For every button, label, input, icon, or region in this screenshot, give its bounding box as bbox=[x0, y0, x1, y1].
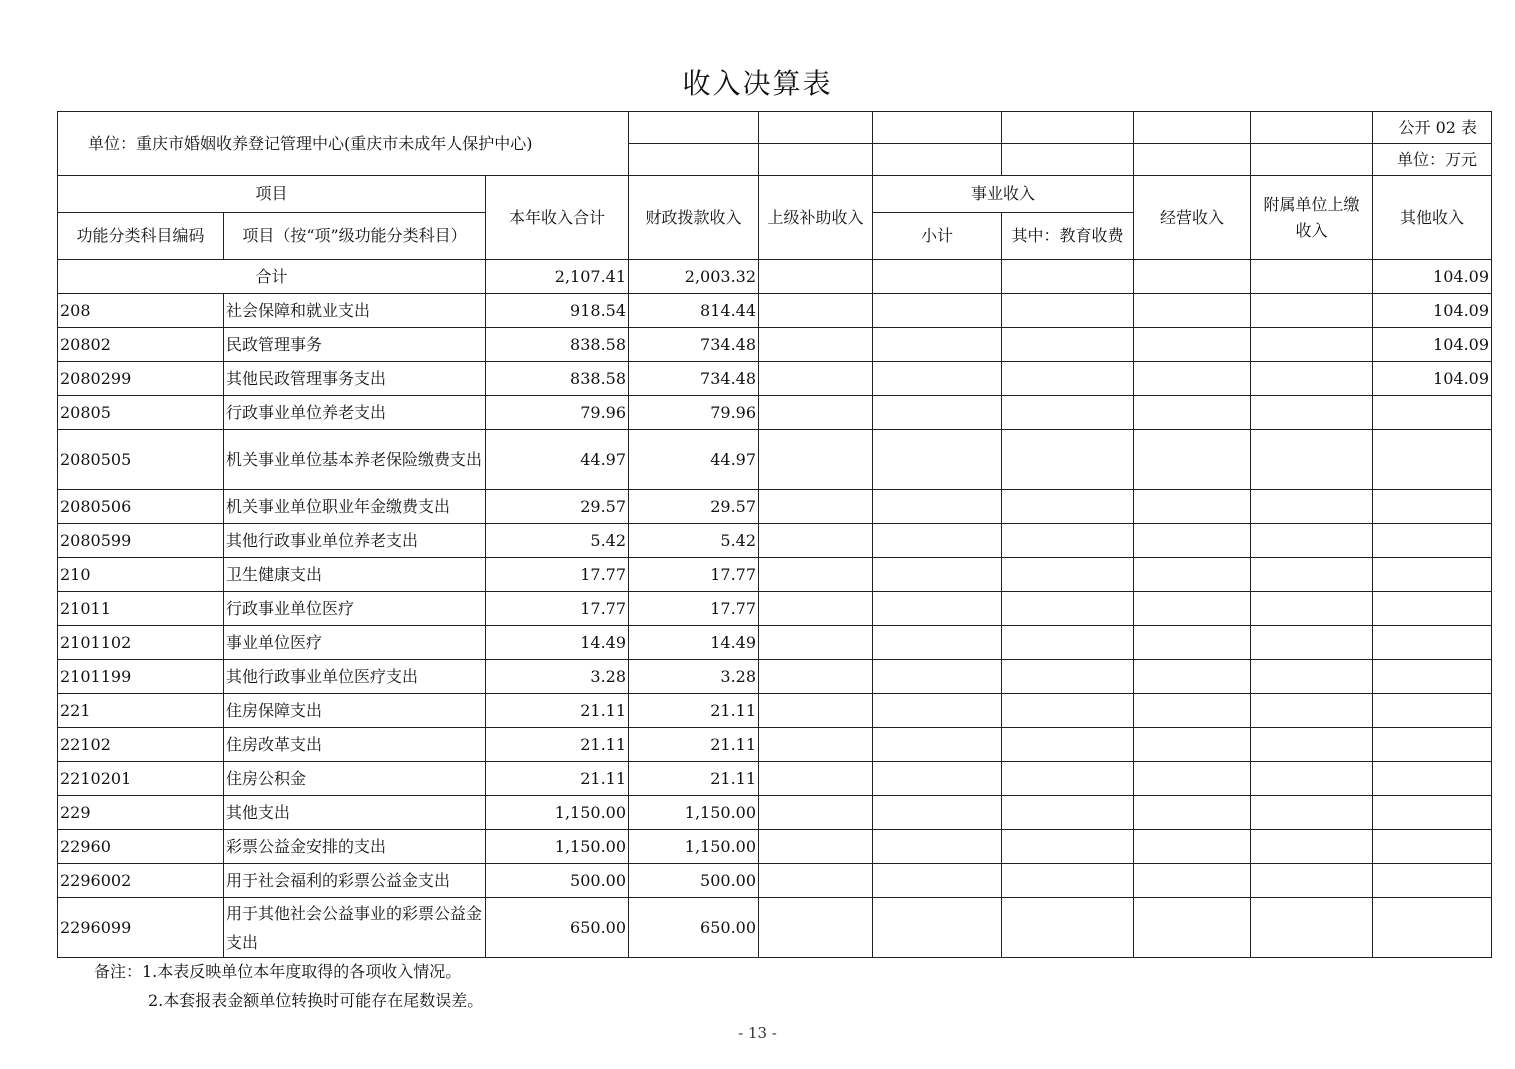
blank-cell bbox=[1134, 626, 1251, 660]
row-name: 彩票公益金安排的支出 bbox=[224, 830, 486, 864]
blank-cell bbox=[759, 626, 873, 660]
blank-cell bbox=[873, 626, 1002, 660]
blank-cell bbox=[629, 112, 759, 144]
blank-cell bbox=[1134, 694, 1251, 728]
row-name: 社会保障和就业支出 bbox=[224, 294, 486, 328]
blank-cell bbox=[1251, 490, 1373, 524]
blank-cell bbox=[759, 660, 873, 694]
blank-cell bbox=[1251, 328, 1373, 362]
row-total: 1,150.00 bbox=[486, 830, 629, 864]
row-code: 2080299 bbox=[58, 362, 224, 396]
row-other bbox=[1373, 626, 1492, 660]
row-code: 22960 bbox=[58, 830, 224, 864]
header-code: 功能分类科目编码 bbox=[58, 213, 224, 260]
row-code: 2101102 bbox=[58, 626, 224, 660]
table-row bbox=[58, 592, 1492, 626]
blank-cell bbox=[1251, 660, 1373, 694]
blank-cell bbox=[1251, 396, 1373, 430]
blank-cell bbox=[1002, 430, 1134, 490]
form-number: 公开 02 表 bbox=[1373, 112, 1492, 144]
blank-cell bbox=[1251, 558, 1373, 592]
row-code: 2080505 bbox=[58, 430, 224, 490]
blank-cell bbox=[873, 396, 1002, 430]
table-row bbox=[58, 558, 1492, 592]
blank-cell bbox=[1134, 328, 1251, 362]
header-business: 事业收入 bbox=[873, 176, 1134, 213]
note-line-2: 2.本套报表金额单位转换时可能存在尾数误差。 bbox=[148, 991, 484, 1010]
blank-cell bbox=[1251, 830, 1373, 864]
row-fiscal: 17.77 bbox=[629, 558, 759, 592]
blank-cell bbox=[759, 490, 873, 524]
total-other: 104.09 bbox=[1373, 260, 1492, 294]
row-name: 其他行政事业单位医疗支出 bbox=[224, 660, 486, 694]
row-other bbox=[1373, 660, 1492, 694]
row-total: 21.11 bbox=[486, 694, 629, 728]
blank-cell bbox=[1002, 328, 1134, 362]
row-other bbox=[1373, 762, 1492, 796]
blank-cell bbox=[1251, 626, 1373, 660]
blank-cell bbox=[759, 362, 873, 396]
blank-cell bbox=[1002, 558, 1134, 592]
table-row bbox=[58, 694, 1492, 728]
page-number: - 13 - bbox=[738, 1024, 777, 1042]
income-table bbox=[57, 111, 1492, 958]
header-total: 本年收入合计 bbox=[486, 176, 629, 260]
blank-cell bbox=[759, 260, 873, 294]
blank-cell bbox=[1251, 898, 1373, 958]
blank-cell bbox=[873, 864, 1002, 898]
table-row bbox=[58, 396, 1492, 430]
blank-cell bbox=[873, 362, 1002, 396]
row-other bbox=[1373, 524, 1492, 558]
row-total: 29.57 bbox=[486, 490, 629, 524]
blank-cell bbox=[1134, 430, 1251, 490]
row-code: 20805 bbox=[58, 396, 224, 430]
header-fiscal: 财政拨款收入 bbox=[629, 176, 759, 260]
row-name: 机关事业单位职业年金缴费支出 bbox=[224, 490, 486, 524]
blank-cell bbox=[1002, 294, 1134, 328]
table-row bbox=[58, 626, 1492, 660]
row-name: 行政事业单位养老支出 bbox=[224, 396, 486, 430]
header-other: 其他收入 bbox=[1373, 176, 1492, 260]
blank-cell bbox=[1251, 592, 1373, 626]
row-fiscal: 21.11 bbox=[629, 694, 759, 728]
row-fiscal: 500.00 bbox=[629, 864, 759, 898]
table-row bbox=[58, 362, 1492, 396]
blank-cell bbox=[1002, 490, 1134, 524]
blank-cell bbox=[1134, 524, 1251, 558]
blank-cell bbox=[759, 728, 873, 762]
row-fiscal: 1,150.00 bbox=[629, 830, 759, 864]
row-other bbox=[1373, 592, 1492, 626]
blank-cell bbox=[873, 592, 1002, 626]
blank-cell bbox=[873, 796, 1002, 830]
blank-cell bbox=[873, 728, 1002, 762]
header-superior: 上级补助收入 bbox=[759, 176, 873, 260]
blank-cell bbox=[759, 524, 873, 558]
row-total: 650.00 bbox=[486, 898, 629, 958]
row-name: 机关事业单位基本养老保险缴费支出 bbox=[224, 430, 486, 490]
blank-cell bbox=[1251, 524, 1373, 558]
blank-cell bbox=[759, 430, 873, 490]
row-fiscal: 650.00 bbox=[629, 898, 759, 958]
blank-cell bbox=[1134, 558, 1251, 592]
row-name: 住房保障支出 bbox=[224, 694, 486, 728]
header-subtotal: 小计 bbox=[873, 213, 1002, 260]
row-code: 2080506 bbox=[58, 490, 224, 524]
total-total: 2,107.41 bbox=[486, 260, 629, 294]
blank-cell bbox=[759, 898, 873, 958]
table-row bbox=[58, 328, 1492, 362]
row-code: 20802 bbox=[58, 328, 224, 362]
blank-cell bbox=[1134, 864, 1251, 898]
row-total: 500.00 bbox=[486, 864, 629, 898]
blank-cell bbox=[873, 762, 1002, 796]
notes bbox=[94, 957, 483, 1015]
row-total: 918.54 bbox=[486, 294, 629, 328]
blank-cell bbox=[1002, 762, 1134, 796]
row-name: 住房改革支出 bbox=[224, 728, 486, 762]
blank-cell bbox=[1002, 864, 1134, 898]
blank-cell bbox=[1251, 294, 1373, 328]
blank-cell bbox=[1134, 362, 1251, 396]
blank-cell bbox=[1002, 362, 1134, 396]
row-name: 其他民政管理事务支出 bbox=[224, 362, 486, 396]
blank-cell bbox=[1134, 112, 1251, 144]
blank-cell bbox=[759, 762, 873, 796]
header-xiangmu: 项目 bbox=[58, 176, 486, 213]
row-code: 221 bbox=[58, 694, 224, 728]
blank-cell bbox=[759, 558, 873, 592]
table-row bbox=[58, 830, 1492, 864]
row-name: 民政管理事务 bbox=[224, 328, 486, 362]
row-total: 14.49 bbox=[486, 626, 629, 660]
blank-cell bbox=[1251, 362, 1373, 396]
row-other bbox=[1373, 490, 1492, 524]
row-code: 21011 bbox=[58, 592, 224, 626]
blank-cell bbox=[1002, 396, 1134, 430]
unit-label: 单位：重庆市婚姻收养登记管理中心(重庆市未成年人保护中心) bbox=[58, 112, 629, 176]
blank-cell bbox=[1002, 112, 1134, 144]
blank-cell bbox=[1251, 112, 1373, 144]
note-line-1: 备注：1.本表反映单位本年度取得的各项收入情况。 bbox=[94, 962, 462, 981]
blank-cell bbox=[1134, 762, 1251, 796]
blank-cell bbox=[1002, 694, 1134, 728]
blank-cell bbox=[873, 430, 1002, 490]
blank-cell bbox=[873, 694, 1002, 728]
total-fiscal: 2,003.32 bbox=[629, 260, 759, 294]
blank-cell bbox=[1002, 830, 1134, 864]
blank-cell bbox=[1002, 144, 1134, 176]
row-name: 事业单位医疗 bbox=[224, 626, 486, 660]
blank-cell bbox=[1134, 898, 1251, 958]
blank-cell bbox=[1134, 294, 1251, 328]
row-total: 838.58 bbox=[486, 362, 629, 396]
blank-cell bbox=[759, 796, 873, 830]
row-other bbox=[1373, 830, 1492, 864]
blank-cell bbox=[1251, 144, 1373, 176]
row-code: 2296002 bbox=[58, 864, 224, 898]
row-code: 208 bbox=[58, 294, 224, 328]
row-fiscal: 14.49 bbox=[629, 626, 759, 660]
table-body bbox=[58, 294, 1492, 958]
row-total: 1,150.00 bbox=[486, 796, 629, 830]
blank-cell bbox=[759, 144, 873, 176]
row-code: 2080599 bbox=[58, 524, 224, 558]
row-code: 229 bbox=[58, 796, 224, 830]
row-total: 21.11 bbox=[486, 762, 629, 796]
blank-cell bbox=[1134, 830, 1251, 864]
blank-cell bbox=[759, 294, 873, 328]
row-name: 卫生健康支出 bbox=[224, 558, 486, 592]
row-other bbox=[1373, 864, 1492, 898]
blank-cell bbox=[759, 830, 873, 864]
row-name: 用于社会福利的彩票公益金支出 bbox=[224, 864, 486, 898]
row-fiscal: 44.97 bbox=[629, 430, 759, 490]
blank-cell bbox=[1251, 260, 1373, 294]
blank-cell bbox=[1002, 660, 1134, 694]
blank-cell bbox=[1002, 728, 1134, 762]
blank-cell bbox=[1251, 796, 1373, 830]
blank-cell bbox=[759, 864, 873, 898]
blank-cell bbox=[1251, 694, 1373, 728]
blank-cell bbox=[1002, 796, 1134, 830]
row-other bbox=[1373, 796, 1492, 830]
row-other bbox=[1373, 694, 1492, 728]
blank-cell bbox=[629, 144, 759, 176]
row-name: 用于其他社会公益事业的彩票公益金支出 bbox=[224, 898, 486, 958]
row-total: 838.58 bbox=[486, 328, 629, 362]
blank-cell bbox=[759, 328, 873, 362]
blank-cell bbox=[873, 294, 1002, 328]
row-fiscal: 79.96 bbox=[629, 396, 759, 430]
blank-cell bbox=[759, 396, 873, 430]
header-education: 其中：教育收费 bbox=[1002, 213, 1134, 260]
total-label: 合计 bbox=[58, 260, 486, 294]
blank-cell bbox=[1002, 592, 1134, 626]
table-row bbox=[58, 490, 1492, 524]
row-total: 17.77 bbox=[486, 592, 629, 626]
table-row bbox=[58, 796, 1492, 830]
table-row bbox=[58, 762, 1492, 796]
row-other bbox=[1373, 898, 1492, 958]
row-other bbox=[1373, 558, 1492, 592]
row-fiscal: 21.11 bbox=[629, 728, 759, 762]
row-other bbox=[1373, 396, 1492, 430]
table-row bbox=[58, 294, 1492, 328]
table-row bbox=[58, 430, 1492, 490]
blank-cell bbox=[1134, 144, 1251, 176]
blank-cell bbox=[873, 830, 1002, 864]
blank-cell bbox=[1134, 796, 1251, 830]
blank-cell bbox=[873, 524, 1002, 558]
table-row bbox=[58, 864, 1492, 898]
blank-cell bbox=[1251, 430, 1373, 490]
amount-unit: 单位：万元 bbox=[1373, 144, 1492, 176]
blank-cell bbox=[1002, 898, 1134, 958]
row-fiscal: 734.48 bbox=[629, 328, 759, 362]
row-total: 5.42 bbox=[486, 524, 629, 558]
row-fiscal: 5.42 bbox=[629, 524, 759, 558]
blank-cell bbox=[1251, 762, 1373, 796]
blank-cell bbox=[1251, 864, 1373, 898]
row-code: 22102 bbox=[58, 728, 224, 762]
blank-cell bbox=[873, 328, 1002, 362]
blank-cell bbox=[759, 592, 873, 626]
row-name: 行政事业单位医疗 bbox=[224, 592, 486, 626]
row-code: 2101199 bbox=[58, 660, 224, 694]
header-name: 项目（按“项”级功能分类科目） bbox=[224, 213, 486, 260]
header-operating: 经营收入 bbox=[1134, 176, 1251, 260]
blank-cell bbox=[759, 694, 873, 728]
row-fiscal: 17.77 bbox=[629, 592, 759, 626]
row-other: 104.09 bbox=[1373, 294, 1492, 328]
blank-cell bbox=[1251, 728, 1373, 762]
blank-cell bbox=[873, 490, 1002, 524]
row-total: 21.11 bbox=[486, 728, 629, 762]
header-affiliate: 附属单位上缴收入 bbox=[1251, 176, 1373, 260]
row-fiscal: 1,150.00 bbox=[629, 796, 759, 830]
blank-cell bbox=[1134, 728, 1251, 762]
blank-cell bbox=[1134, 660, 1251, 694]
blank-cell bbox=[1134, 490, 1251, 524]
table-row bbox=[58, 728, 1492, 762]
row-other: 104.09 bbox=[1373, 328, 1492, 362]
blank-cell bbox=[873, 112, 1002, 144]
row-name: 其他支出 bbox=[224, 796, 486, 830]
page-title: 收入决算表 bbox=[682, 67, 833, 100]
blank-cell bbox=[873, 898, 1002, 958]
row-total: 3.28 bbox=[486, 660, 629, 694]
row-fiscal: 814.44 bbox=[629, 294, 759, 328]
blank-cell bbox=[1002, 260, 1134, 294]
row-code: 2210201 bbox=[58, 762, 224, 796]
blank-cell bbox=[1134, 396, 1251, 430]
blank-cell bbox=[873, 260, 1002, 294]
row-fiscal: 21.11 bbox=[629, 762, 759, 796]
table-row bbox=[58, 660, 1492, 694]
blank-cell bbox=[1002, 626, 1134, 660]
blank-cell bbox=[873, 144, 1002, 176]
blank-cell bbox=[1134, 592, 1251, 626]
blank-cell bbox=[1002, 524, 1134, 558]
row-fiscal: 734.48 bbox=[629, 362, 759, 396]
row-other: 104.09 bbox=[1373, 362, 1492, 396]
row-code: 210 bbox=[58, 558, 224, 592]
table-row bbox=[58, 524, 1492, 558]
row-total: 17.77 bbox=[486, 558, 629, 592]
row-name: 其他行政事业单位养老支出 bbox=[224, 524, 486, 558]
row-fiscal: 29.57 bbox=[629, 490, 759, 524]
row-total: 44.97 bbox=[486, 430, 629, 490]
blank-cell bbox=[873, 558, 1002, 592]
row-other bbox=[1373, 430, 1492, 490]
row-other bbox=[1373, 728, 1492, 762]
row-code: 2296099 bbox=[58, 898, 224, 958]
blank-cell bbox=[873, 660, 1002, 694]
row-name: 住房公积金 bbox=[224, 762, 486, 796]
row-total: 79.96 bbox=[486, 396, 629, 430]
blank-cell bbox=[1134, 260, 1251, 294]
blank-cell bbox=[759, 112, 873, 144]
row-fiscal: 3.28 bbox=[629, 660, 759, 694]
table-row bbox=[58, 898, 1492, 958]
